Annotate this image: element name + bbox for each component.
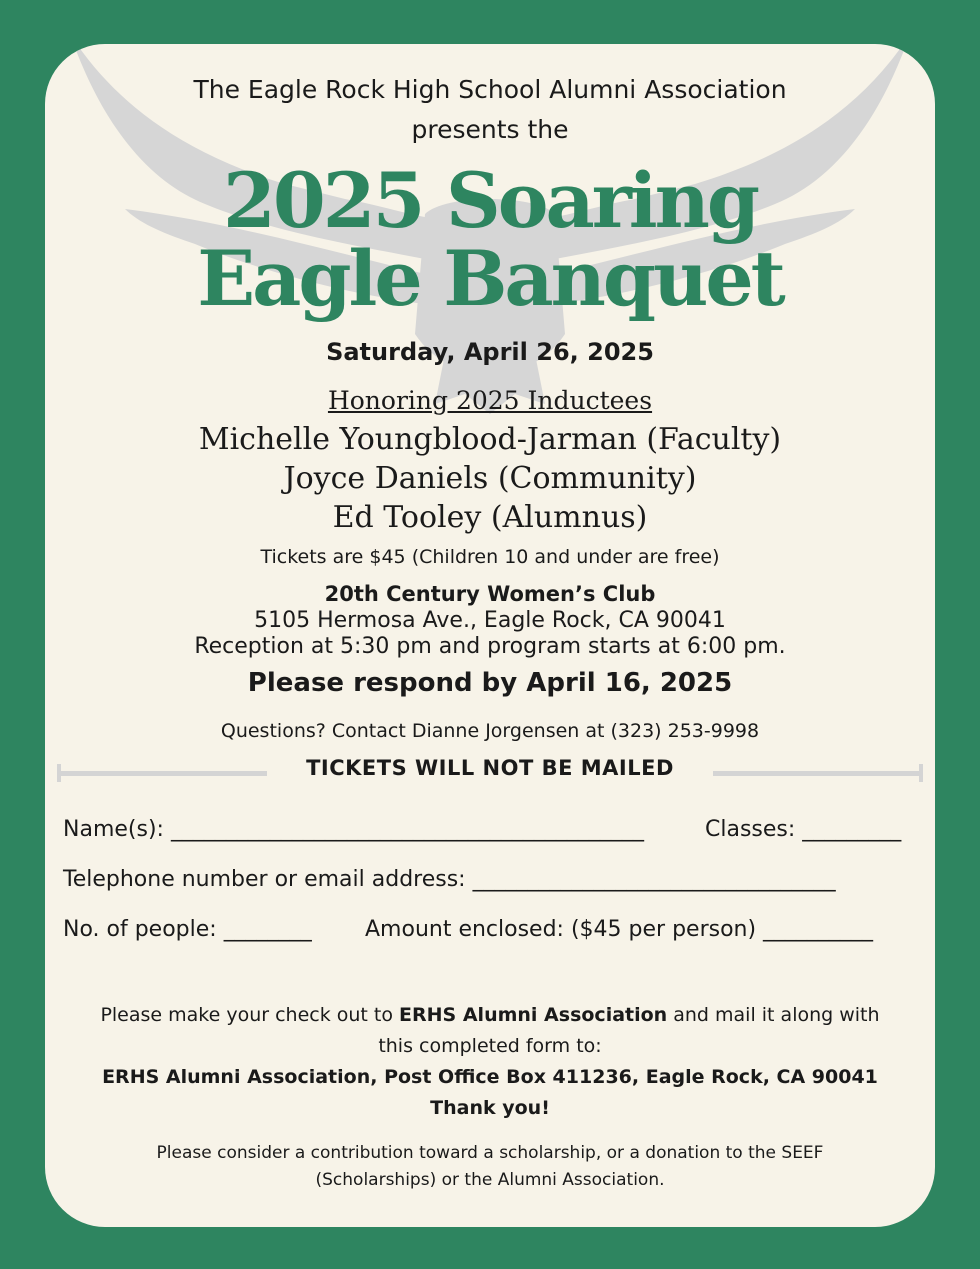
org-line: The Eagle Rock High School Alumni Association <box>193 75 787 104</box>
payee-name: ERHS Alumni Association <box>399 1004 668 1026</box>
org-heading <box>45 70 935 150</box>
event-date: Saturday, April 26, 2025 <box>326 338 654 366</box>
venue-details <box>45 608 935 660</box>
honoring-label: Honoring 2025 Inductees <box>327 386 653 415</box>
mail-text-1: Please make your check out to <box>100 1004 400 1026</box>
inductee-2: Joyce Daniels (Community) <box>283 461 697 496</box>
event-times: Reception at 5:30 pm and program starts at 6:00 pm. <box>194 634 786 659</box>
contribution-note <box>45 1140 935 1194</box>
classes-field[interactable]: Classes: _________ <box>705 817 902 842</box>
amount-field[interactable]: Amount enclosed: ($45 per person) __________ <box>365 917 874 942</box>
inductee-1: Michelle Youngblood-Jarman (Faculty) <box>198 422 782 457</box>
contact-field[interactable]: Telephone number or email address: _________________________________ <box>63 867 836 892</box>
title-line-1: 2025 Soaring <box>222 156 758 245</box>
mailing-instructions <box>45 1000 935 1124</box>
venue-name: 20th Century Women’s Club <box>324 582 656 606</box>
contribution-line-2: (Scholarships) or the Alumni Association. <box>315 1170 665 1190</box>
title-line-2: Eagle Banquet <box>197 234 783 323</box>
ticket-price: Tickets are $45 (Children 10 and under are free) <box>260 546 720 568</box>
presents-line: presents the <box>411 115 569 144</box>
mailing-address: ERHS Alumni Association, Post Office Box 411236, Eagle Rock, CA 90041 <box>102 1066 878 1088</box>
mail-line-2: this completed form to: <box>378 1035 602 1057</box>
thank-you: Thank you! <box>430 1097 550 1119</box>
not-mailed-notice: TICKETS WILL NOT BE MAILED <box>306 756 674 780</box>
mail-text-2: and mail it along with <box>667 1004 880 1026</box>
names-field[interactable]: Name(s): ___________________________________________ <box>63 817 644 842</box>
contribution-line-1: Please consider a contribution toward a scholarship, or a donation to the SEEF <box>156 1143 824 1163</box>
rsvp-deadline: Please respond by April 16, 2025 <box>247 668 733 698</box>
divider-cap-right <box>919 764 923 782</box>
venue-address: 5105 Hermosa Ave., Eagle Rock, CA 90041 <box>254 608 726 633</box>
people-count-field[interactable]: No. of people: ________ <box>63 917 312 942</box>
event-title <box>45 156 935 323</box>
mail-line-1 <box>45 1000 935 1031</box>
flyer-card <box>45 44 935 1227</box>
contact-info: Questions? Contact Dianne Jorgensen at (323) 253-9998 <box>220 720 760 742</box>
inductee-list <box>45 420 935 537</box>
divider-right <box>713 771 921 776</box>
inductee-3: Ed Tooley (Alumnus) <box>332 500 648 535</box>
